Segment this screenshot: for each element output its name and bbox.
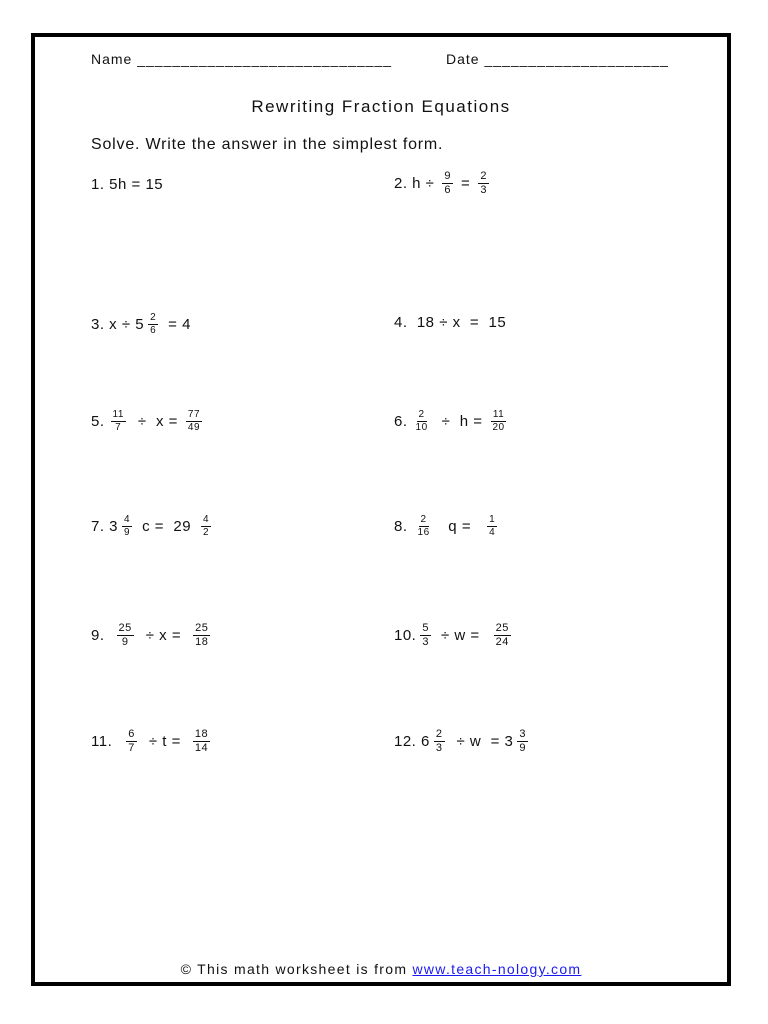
problem-5-lead: 5. <box>91 413 105 430</box>
fraction-numerator: 2 <box>420 514 427 525</box>
fraction-numerator: 2 <box>435 728 443 740</box>
problem-9-fraction-1 <box>117 623 134 648</box>
fraction-denominator: 14 <box>194 742 209 754</box>
fraction-numerator: 5 <box>422 622 429 634</box>
fraction-numerator: 25 <box>195 622 209 634</box>
fraction-denominator: 6 <box>444 184 452 196</box>
problem-9 <box>91 623 212 648</box>
problem-2-fraction-1 <box>442 171 453 196</box>
problem-3-fraction-1 <box>148 313 158 336</box>
fraction-denominator: 10 <box>415 422 428 433</box>
fraction-denominator: 3 <box>422 636 429 648</box>
fraction-numerator: 2 <box>480 170 487 182</box>
fraction-numerator: 3 <box>519 728 526 740</box>
problem-12-fraction-2 <box>517 729 528 754</box>
problem-2 <box>394 171 491 196</box>
fraction-numerator: 25 <box>495 622 509 634</box>
problem-11-fraction-1 <box>126 729 137 754</box>
problem-4-text: 4. 18 ÷ x = 15 <box>394 314 507 331</box>
problem-6 <box>394 410 509 433</box>
problem-1-text: 1. 5h = 15 <box>91 176 164 193</box>
fraction-denominator: 6 <box>150 325 157 336</box>
worksheet-page <box>31 33 731 986</box>
teach-nology-link[interactable]: www.teach-nology.com <box>412 961 582 977</box>
fraction-numerator: 4 <box>124 514 131 525</box>
problem-11-lead: 11. <box>91 733 113 750</box>
fraction-denominator: 24 <box>495 636 509 648</box>
problem-7 <box>91 515 213 538</box>
problem-3-rest: = 4 <box>168 316 191 333</box>
problem-7-lead: 7. 3 <box>91 518 119 535</box>
fraction-denominator: 9 <box>124 527 131 538</box>
problem-10-lead: 10. <box>394 627 417 644</box>
problem-2-fraction-2 <box>478 171 489 196</box>
problem-8-fraction-2 <box>487 515 497 538</box>
fraction-denominator: 18 <box>195 636 209 648</box>
fraction-denominator: 20 <box>492 422 505 433</box>
problem-10-fraction-1 <box>420 623 431 648</box>
fraction-denominator: 2 <box>203 527 210 538</box>
problem-12 <box>394 729 530 754</box>
fraction-numerator: 77 <box>187 409 201 420</box>
problem-6-mid: ÷ h = <box>441 413 483 430</box>
problem-7-fraction-2 <box>201 515 211 538</box>
problem-6-fraction-1 <box>414 410 430 433</box>
problem-9-mid: ÷ x = <box>145 627 182 644</box>
problem-2-mid: = <box>461 175 471 192</box>
problem-6-fraction-2 <box>490 410 506 433</box>
problem-9-fraction-2 <box>193 623 210 648</box>
problem-11 <box>91 729 212 754</box>
problem-12-mid: ÷ w = 3 <box>456 733 514 750</box>
fraction-numerator: 11 <box>492 409 505 420</box>
problem-3 <box>91 313 191 336</box>
name-field-label: Name _____________________________ <box>91 51 393 67</box>
problem-8-lead: 8. <box>394 518 408 535</box>
fraction-denominator: 9 <box>121 636 129 648</box>
fraction-denominator: 49 <box>187 422 201 433</box>
problem-11-mid: ÷ t = <box>148 733 181 750</box>
fraction-numerator: 4 <box>203 514 210 525</box>
problem-7-fraction-1 <box>122 515 132 538</box>
instructions: Solve. Write the answer in the simplest form. <box>91 136 444 153</box>
problem-7-mid: c = 29 <box>142 518 192 535</box>
problem-8 <box>394 515 499 538</box>
problem-4 <box>394 314 506 331</box>
fraction-denominator: 16 <box>417 527 430 538</box>
problem-5-fraction-1 <box>111 410 126 433</box>
fraction-numerator: 6 <box>128 728 135 740</box>
fraction-denominator: 3 <box>435 742 443 754</box>
problem-11-fraction-2 <box>193 729 210 754</box>
problem-10 <box>394 623 513 648</box>
footer-credit <box>35 961 727 977</box>
problem-3-lead: 3. x ÷ 5 <box>91 316 145 333</box>
fraction-numerator: 25 <box>118 622 132 634</box>
problem-12-lead: 12. 6 <box>394 733 430 750</box>
problem-5-mid: ÷ x = <box>137 413 178 430</box>
fraction-numerator: 1 <box>489 514 496 525</box>
fraction-numerator: 9 <box>444 170 452 182</box>
problem-6-lead: 6. <box>394 413 408 430</box>
problem-5-fraction-2 <box>186 410 202 433</box>
fraction-denominator: 7 <box>115 422 122 433</box>
problem-8-mid: q = <box>443 518 472 535</box>
fraction-numerator: 2 <box>150 312 157 323</box>
problem-8-fraction-1 <box>416 515 432 538</box>
worksheet-title: Rewriting Fraction Equations <box>251 97 511 116</box>
footer-text: © This math worksheet is from <box>180 961 413 977</box>
problem-2-lead: 2. h ÷ <box>394 175 435 192</box>
problem-5 <box>91 410 204 433</box>
fraction-denominator: 4 <box>489 527 496 538</box>
fraction-denominator: 7 <box>128 742 135 754</box>
problem-10-fraction-2 <box>494 623 511 648</box>
date-field-label: Date _____________________ <box>446 51 669 67</box>
fraction-numerator: 11 <box>112 409 124 420</box>
fraction-numerator: 18 <box>194 728 209 740</box>
problem-10-mid: ÷ w = <box>440 627 480 644</box>
problem-9-lead: 9. <box>91 627 105 644</box>
fraction-denominator: 3 <box>480 184 487 196</box>
fraction-numerator: 2 <box>418 409 425 420</box>
fraction-denominator: 9 <box>519 742 526 754</box>
problem-1 <box>91 176 163 193</box>
problem-12-fraction-1 <box>434 729 445 754</box>
